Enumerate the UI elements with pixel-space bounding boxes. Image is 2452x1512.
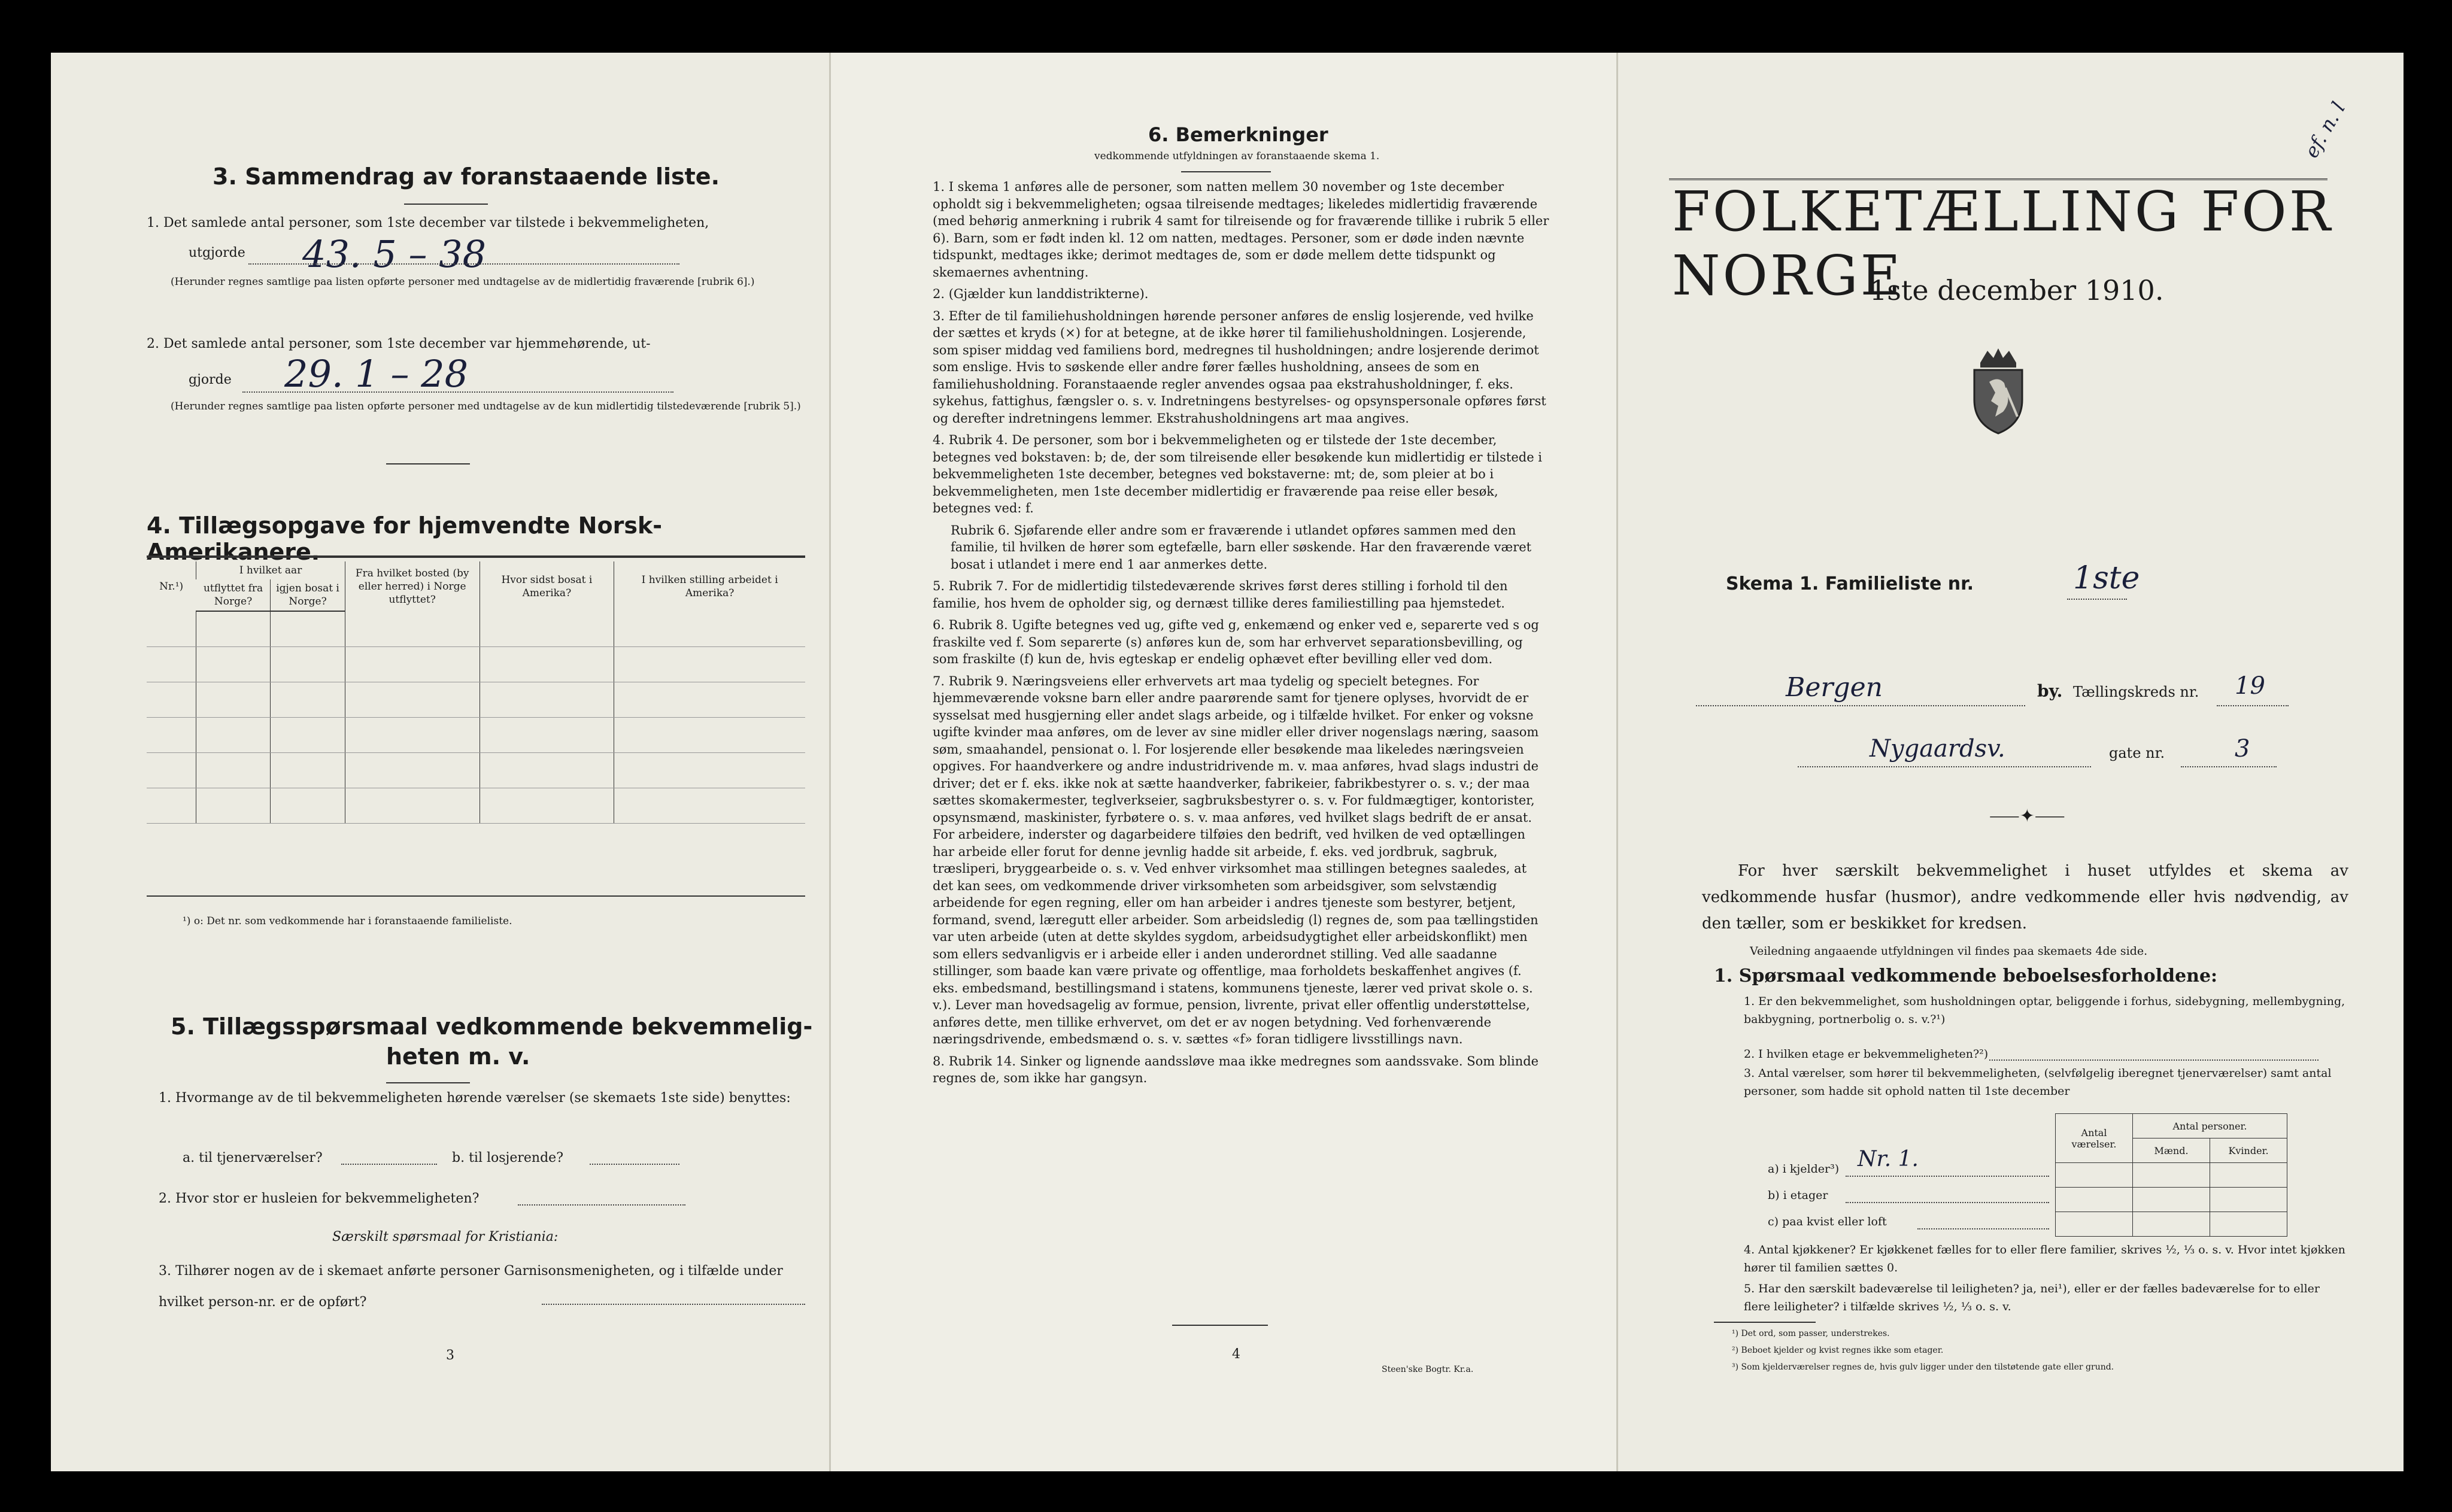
section-5-title-line2: heten m. v. <box>386 1043 530 1070</box>
printer-mark: Steen'ske Bogtr. Kr.a. <box>1382 1365 1474 1374</box>
by-label: by. <box>2037 681 2063 701</box>
item-2-text: 2. Det samlede antal personer, som 1ste december var hjemmehørende, ut- <box>147 336 651 351</box>
row-b-label: b) i etager <box>1768 1189 1828 1202</box>
footnote-1: ¹) Det ord, som passer, understrekes. <box>1732 1329 1890 1338</box>
main-title: FOLKETÆLLING FOR NORGE <box>1672 180 2333 308</box>
item-1-utgjorde: utgjorde <box>189 245 245 260</box>
familieliste-number[interactable]: 1ste <box>2073 560 2140 596</box>
footnote-2: ²) Beboet kjelder og kvist regnes ikke som etager. <box>1732 1346 1944 1355</box>
page-number: 3 <box>446 1348 454 1363</box>
question-2: 2. Hvor stor er husleien for bekvemmeligheten? <box>159 1191 480 1206</box>
remarks-title: 6. Bemerkninger <box>1148 123 1328 146</box>
remarks-subtitle: vedkommende utfyldningen av foranstaaende skema 1. <box>1094 150 1380 162</box>
corner-mark: ef. n. l <box>2299 98 2350 162</box>
norway-coat-of-arms-icon <box>1962 346 2034 436</box>
question-1b: b. til losjerende? <box>452 1150 563 1165</box>
kreds-label: Tællingskreds nr. <box>2073 684 2199 700</box>
table-row[interactable] <box>147 682 805 718</box>
page-4 <box>829 53 1616 1471</box>
question-b3: 3. Antal værelser, som hører til bekvemmeligheten, (selvfølgelig iberegnet tjenerværelser) samt antal personer, som hadde sit ophold natten til 1ste december <box>1744 1067 2332 1098</box>
cell-b-men[interactable] <box>2133 1188 2210 1212</box>
section-5-title-line1: 5. Tillægsspørsmaal vedkommende bekvemmelig- <box>171 1013 813 1040</box>
question-3: 3. Tilhører nogen av de i skemaet anførte personer Garnisonsmenigheten, og i tilfælde under hvilket person-nr. er de opført? <box>159 1264 783 1310</box>
question-1: 1. Hvormange av de til bekvemmeligheten hørende værelser (se skemaets 1ste side) benyttes: <box>159 1091 791 1106</box>
norsk-amerikanere-table <box>147 561 805 824</box>
section-3-title: 3. Sammendrag av foranstaaende liste. <box>213 163 720 190</box>
note-item: 6. Rubrik 8. Ugifte betegnes ved ug, gifte ved g, enkemænd og enker ved e, separerte ved s og fraskilte ved f. Som separerte (s) anføres kun de, som har erhvervet separationsbevilling, og som fraskilte (f) kun de, hvis egteskap er endelig ophævet efter bevilling eller ved dom. <box>933 618 1539 666</box>
page-1 <box>1616 53 2404 1471</box>
item-2-utgjorde: gjorde <box>189 372 232 387</box>
rooms-persons-table <box>2055 1113 2287 1237</box>
note-item: 2. (Gjælder kun landdistrikterne). <box>933 287 1149 301</box>
question-1a: a. til tjenerværelser? <box>183 1150 323 1165</box>
question-b4: 4. Antal kjøkkener? Er kjøkkenet fælles for to eller flere familier, skrives ½, ⅓ o. s. v. Hvor intet kjøkken hører til familien sættes 0. <box>1744 1243 2345 1274</box>
table-row[interactable] <box>147 718 805 753</box>
census-date: 1ste december 1910. <box>1870 274 2164 306</box>
table-row[interactable] <box>147 611 805 647</box>
row-a-value[interactable]: Nr. 1. <box>1858 1147 1919 1171</box>
fleuron-icon: ⸺✦⸺ <box>1989 806 2065 827</box>
question-b1: 1. Er den bekvemmelighet, som husholdningen optar, beliggende i forhus, sidebygning, mellembygning, bakbygning, portnerbolig o. s. v.?¹) <box>1744 995 2345 1026</box>
row-c-label: c) paa kvist eller loft <box>1768 1215 1887 1228</box>
note-item: Rubrik 6. Sjøfarende eller andre som er fraværende i utlandet opføres sammen med den familie, til hvilken de hører som egtefælle, barn eller søskende. Har den fraværende været bosat i utlandet i mere end 1 aar anmerkes dette. <box>951 523 1532 572</box>
remarks-notes <box>933 178 1549 1092</box>
note-item: 8. Rubrik 14. Sinker og lignende aandssløve maa ikke medregnes som aandssvake. Som blinde regnes de, som ikke har gangsyn. <box>933 1053 1539 1085</box>
section-1-title: 1. Spørsmaal vedkommende beboelsesforholdene: <box>1714 966 2218 986</box>
col-amerika: Hvor sidst bosat i Amerika? <box>480 561 614 611</box>
gate-label: gate nr. <box>2109 745 2165 761</box>
col-antal-vaerelser: Antal værelser. <box>2056 1114 2133 1163</box>
cell-c-women[interactable] <box>2210 1212 2287 1237</box>
cell-b-rooms[interactable] <box>2056 1188 2133 1212</box>
note-item: 5. Rubrik 7. For de midlertidig tilstedeværende skrives først deres stilling i forhold til den familie, hos hvem de opholder sig, og dernæst tillike deres familiestilling paa hjemstedet. <box>933 579 1508 611</box>
cell-c-men[interactable] <box>2133 1212 2210 1237</box>
col-stilling: I hvilken stilling arbeidet i Amerika? <box>614 561 805 611</box>
intro-text: For hver særskilt bekvemmelighet i huset utfyldes et skema av vedkommende husfar (husmor), andre vedkommende eller hvis nødvendig, av den tæller, som er beskikket for kredsen. <box>1702 862 2348 933</box>
col-maend: Mænd. <box>2133 1138 2210 1163</box>
table-row[interactable] <box>147 647 805 682</box>
gate-value[interactable]: Nygaardsv. <box>1870 735 2005 763</box>
row-a-label: a) i kjelder³) <box>1768 1162 1840 1176</box>
item-1-value[interactable]: 43. 5 – 38 <box>302 232 487 276</box>
item-2-note: (Herunder regnes samtlige paa listen opførte personer med undtagelse av de kun midlertidig tilstedeværende [rubrik 5].) <box>171 400 801 412</box>
note-item: 1. I skema 1 anføres alle de personer, som natten mellem 30 november og 1ste december opholdt sig i bekvemmeligheten; ogsaa tilreisende medtages; likeledes midlertidig fraværende (med behørig anmerkning i rubrik 4 samt for tilreisende og for fraværende tillike i rubrik 5 eller 6). Barn, som er født inden kl. 12 om natten, medtages. Personer, som er døde inden nævnte tidspunkt, medtages ikke; derimot medtages de, som er døde mellem dette tidspunkt og skemaernes avhentning. <box>933 180 1549 280</box>
note-item: 7. Rubrik 9. Næringsveiens eller erhvervets art maa tydelig og specielt betegnes. For hjemmeværende voksne barn eller andre paarørende samt for tjenere oplyses, hvorvidt de er sysselsat med husgjerning eller andet slags arbeide, og i tilfælde hvilket. For enker og voksne ugifte kvinder maa anføres, om de lever av sine midler eller driver nogenslags næring, saasom søm, smaahandel, pensionat o. l. For losjerende eller besøkende maa likeledes næringsveien opgives. For haandverkere og andre industridrivende m. v. maa anføres, hvad slags industri de driver; det er f. eks. ikke nok at sætte haandverker, fabrikeier, fabrikbestyrer o. s. v.; der maa sættes skomakermester, teglverkseier, sagbruksbestyrer o. s. v. For fuldmægtiger, kontorister, opsynsmænd, maskinister, fyrbøtere o. s. v. maa anføres, ved hvilket slags bedrift de er ansat. For arbeidere, inderster og dagarbeidere tilføies den bedrift, ved hvilken de ved optællingen har arbeide eller forut for denne jevnlig hadde sit arbeide, f. eks. ved jordbruk, sagbruk, træsliperi, bryggearbeide o. s. v. Ved enhver virksomhet maa stillingen betegnes saaledes, at det kan sees, om vedkommende driver virksomheten som arbeidsgiver, som selvstændig arbeidende for egen regning, eller om han arbeider i andres tjeneste som bestyrer, betjent, formand, svend, læregutt eller arbeider. Som arbeidsledig (l) regnes de, som paa tællingstiden var uten arbeide (uten at dette skyldes sygdom, arbeidsudygtighet eller arbeidskonflikt) men som ellers sedvanligvis er i arbeide eller i anden underordnet stilling. Ved alle saadanne stillinger, som baade kan være private og offentlige, maa forholdets beskaffenhet angives (f. eks. embedsmand, bestillingsmand i statens, kommunens tjeneste, lærer ved privat skole o. s. v.). Lever man hovedsagelig av formue, pension, livrente, privat eller offentlig understøttelse, anføres dette, men tillike erhvervet, om det er av nogen betydning. Ved forhenværende næringsdrivende, embedsmænd o. s. v. sættes «f» foran tidligere livsstillings navn. <box>933 673 1539 1046</box>
col-igjen: igjen bosat i Norge? <box>271 579 345 611</box>
col-kvinder: Kvinder. <box>2210 1138 2287 1163</box>
col-bosted: Fra hvilket bosted (by eller herred) i Norge utflyttet? <box>345 561 480 611</box>
note-item: 3. Efter de til familiehusholdningen hørende personer anføres de enslig losjerende, ved hvilke der sættes et kryds (×) for at betegne, at de ikke hører til familiehusholdningen. Losjerende, som spiser middag ved familiens bord, medregnes til husholdningen; andre losjerende derimot som enslige. Hvis to søskende eller andre fører fælles husholdning, ansees de som en familiehusholdning. Foranstaaende regler anvendes ogsaa paa ekstrahusholdninger, f. eks. sykehus, fattighus, fængsler o. s. v. Indretningens bestyrelses- og opsynspersonale opføres først og derefter indretningens lemmer. Ekstrahusholdningens art maa angives. <box>933 308 1546 426</box>
question-b2: 2. I hvilken etage er bekvemmeligheten?²) <box>1744 1048 1989 1061</box>
cell-a-men[interactable] <box>2133 1163 2210 1188</box>
cell-a-women[interactable] <box>2210 1163 2287 1188</box>
footnote-3: ³) Som kjelderværelser regnes de, hvis gulv ligger under den tilstøtende gate eller grund. <box>1732 1362 2114 1372</box>
question-b5: 5. Har den særskilt badeværelse til leiligheten? ja, nei¹), eller er der fælles badeværelse for to eller flere leiligheter? i tilfælde skrives ½, ⅓ o. s. v. <box>1744 1282 2320 1313</box>
skema-label: Skema 1. Familieliste nr. <box>1726 573 1974 594</box>
col-aar: I hvilket aar <box>196 561 345 579</box>
by-value[interactable]: Bergen <box>1786 672 1883 703</box>
note-item: 4. Rubrik 4. De personer, som bor i bekvemmeligheten og er tilstede der 1ste december, betegnes ved bokstaven: b; de, der som tilreisende eller besøkende kun midlertidig er tilstede i bekvemmeligheten 1ste december, betegnes ved bokstaverne: mt; de, som pleier at bo i bekvemmeligheten, men 1ste december midlertidig er fraværende paa reise eller besøk, betegnes ved: f. <box>933 433 1543 515</box>
table-footnote: ¹) o: Det nr. som vedkommende har i foranstaaende familieliste. <box>183 915 512 927</box>
cell-a-rooms[interactable] <box>2056 1163 2133 1188</box>
kristiania-heading: Særskilt spørsmaal for Kristiania: <box>332 1229 559 1244</box>
item-2-value[interactable]: 29. 1 – 28 <box>284 352 469 396</box>
table-row[interactable] <box>147 753 805 788</box>
item-1-note: (Herunder regnes samtlige paa listen opførte personer med undtagelse av de midlertidig fraværende [rubrik 6].) <box>171 276 755 288</box>
table-row[interactable] <box>147 788 805 824</box>
item-1-text: 1. Det samlede antal personer, som 1ste december var tilstede i bekvemmeligheten, <box>147 215 709 230</box>
col-utflyttet: utflyttet fra Norge? <box>196 579 271 611</box>
section-4-title: 4. Tillægsopgave for hjemvendte Norsk-Amerikanere. <box>147 512 662 565</box>
kreds-value[interactable]: 19 <box>2235 672 2265 700</box>
cell-b-women[interactable] <box>2210 1188 2287 1212</box>
gate-nr-value[interactable]: 3 <box>2235 735 2250 763</box>
cell-c-rooms[interactable] <box>2056 1212 2133 1237</box>
col-nr: Nr.¹) <box>159 580 184 593</box>
col-antal-personer: Antal personer. <box>2133 1114 2287 1138</box>
page-3 <box>51 53 829 1471</box>
veiledning-text: Veiledning angaaende utfyldningen vil findes paa skemaets 4de side. <box>1750 945 2148 958</box>
page-number: 4 <box>1232 1347 1240 1362</box>
